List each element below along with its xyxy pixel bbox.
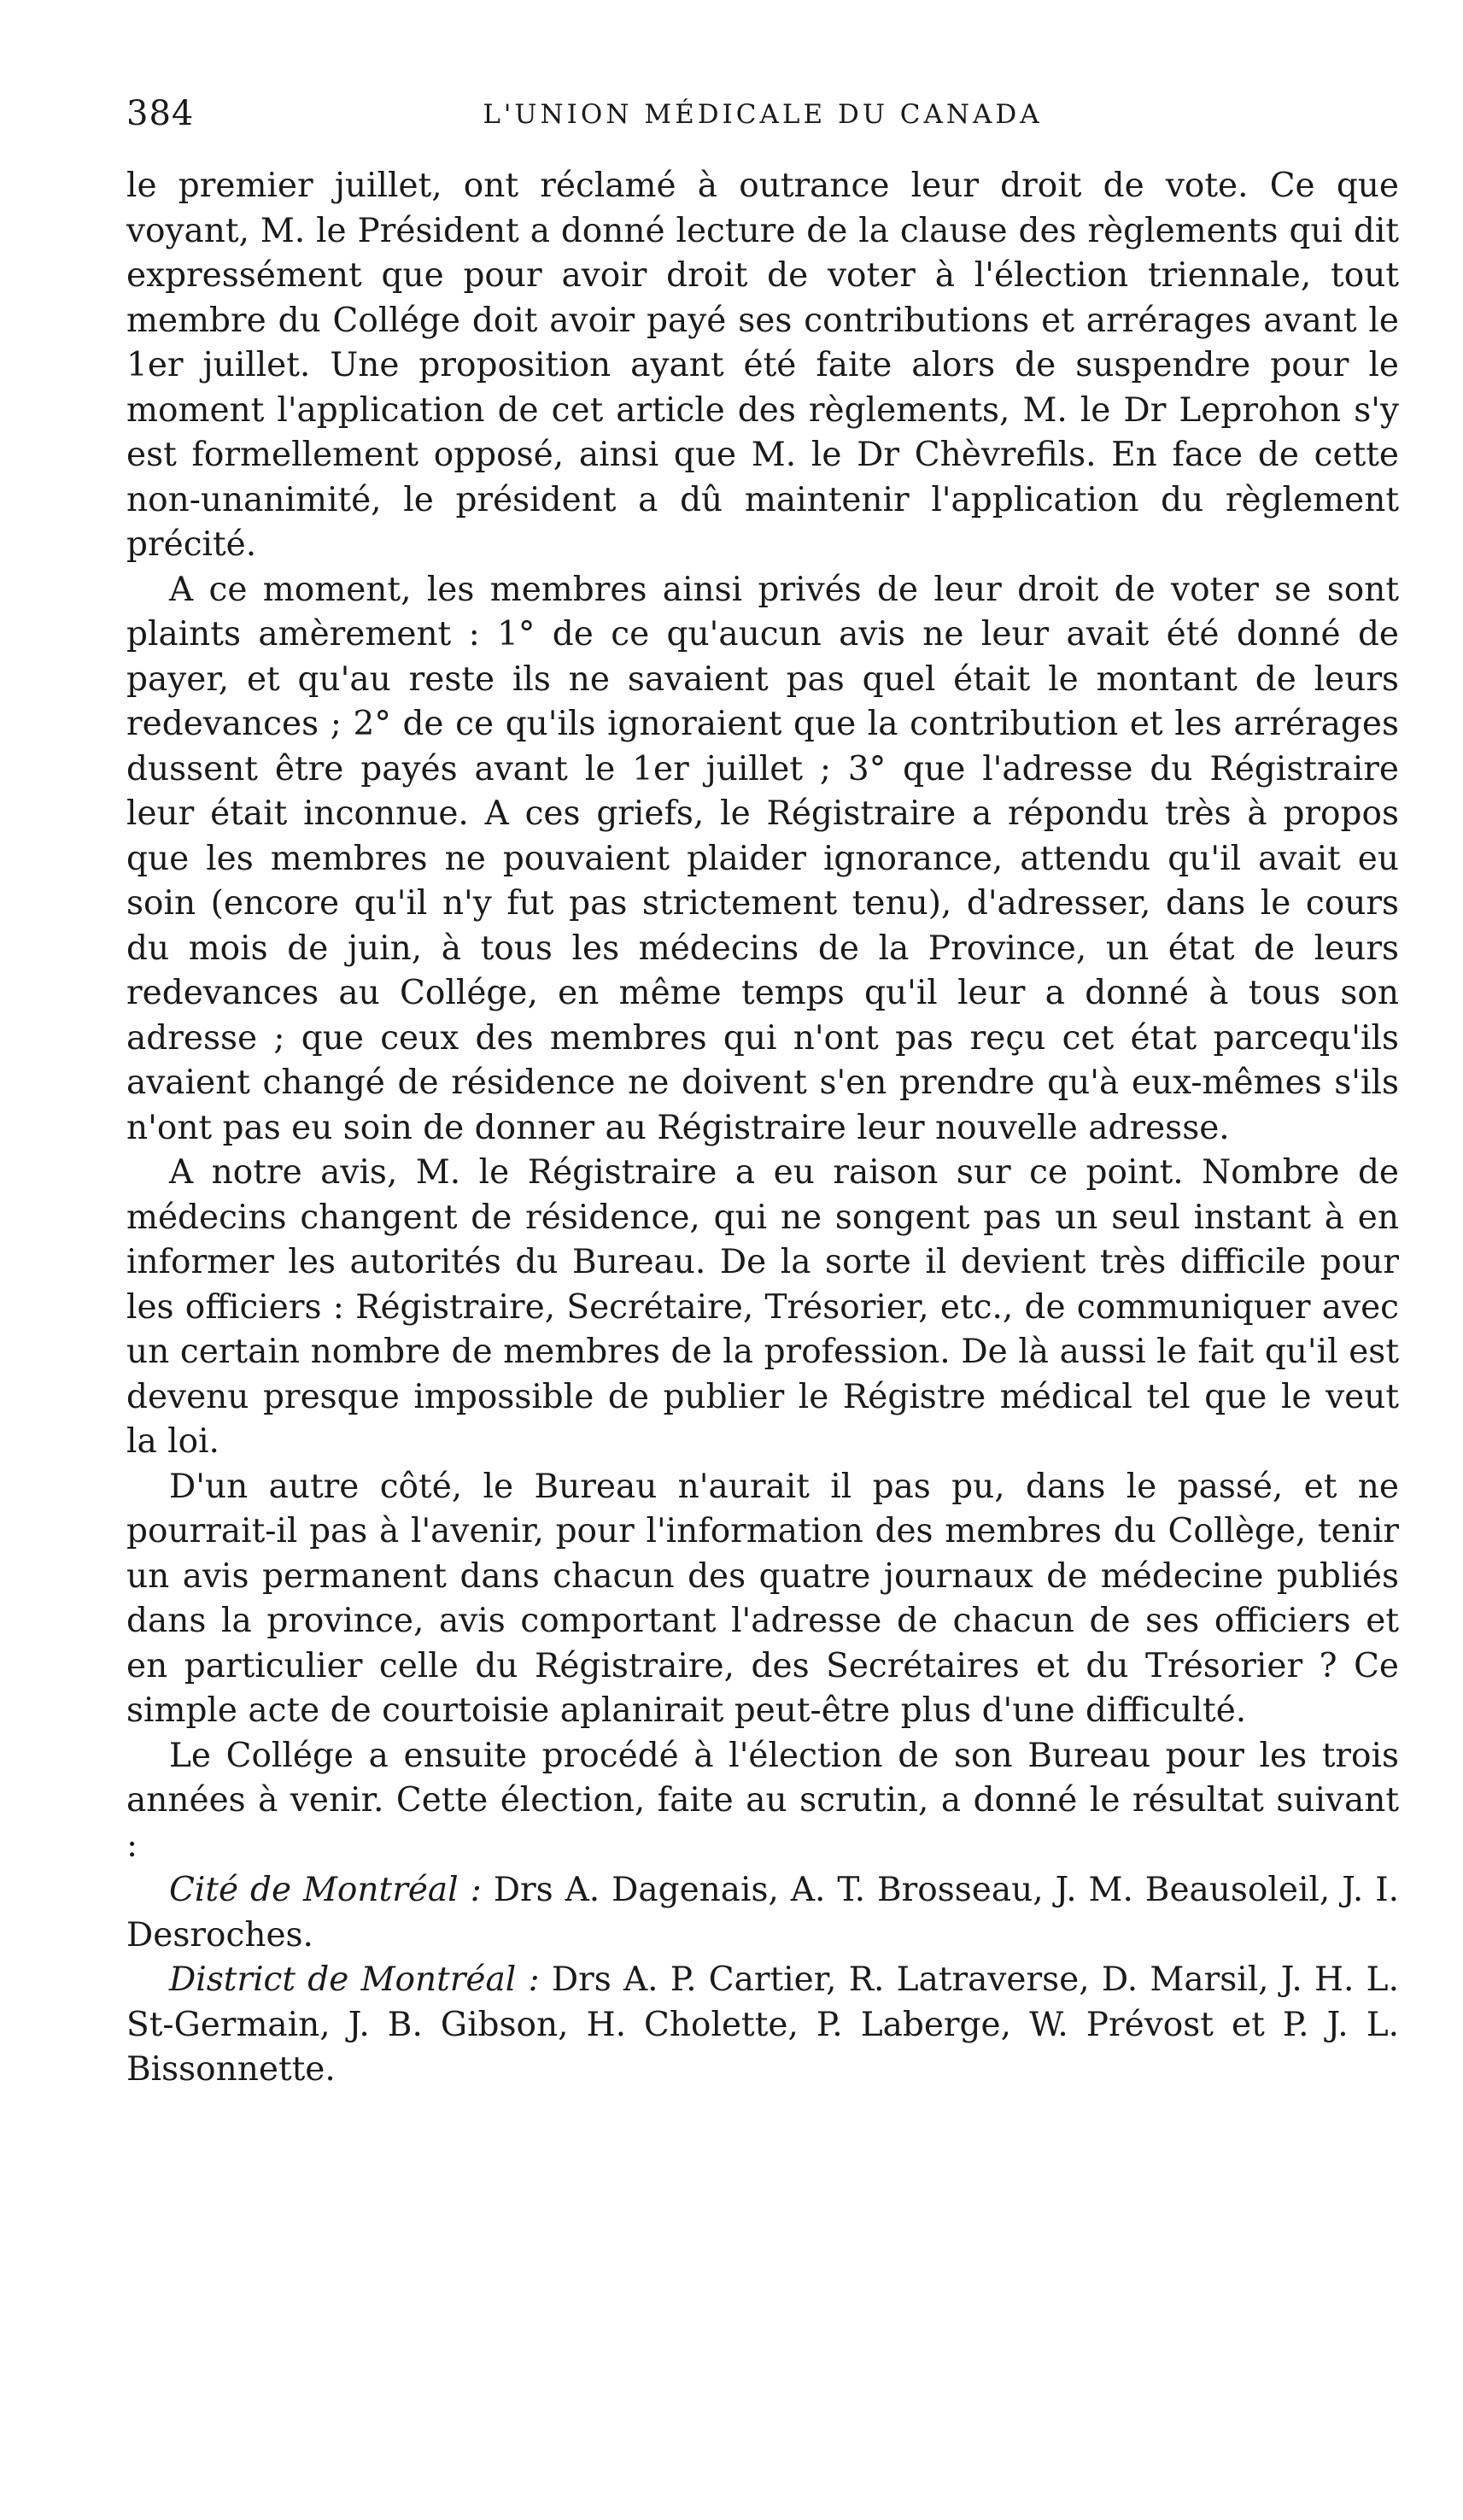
paragraph-1: le premier juillet, ont réclamé à outrance leur droit de vote. Ce que voyant, M. le Président a donné lecture de la clause des règlements qui dit expressément que pour avoir droit de voter à l'élection triennale, tout membre du Collége doit avoir payé ses contributions et arrérages avant le 1er juillet. Une proposition ayant été faite alors de suspendre pour le moment l'application de cet article des règlements, M. le Dr Leprohon s'y est formellement opposé, ainsi que M. le Dr Chèvrefils. En face de cette non-unanimité, le président a dû maintenir l'application du règlement précité.: [126, 167, 1399, 564]
election-label-district: District de Montréal :: [169, 1960, 540, 1999]
election-names-city: Drs A. Dagenais, A. T. Brosseau, J. M. Beausoleil, J. I. Desroches.: [126, 1871, 1400, 1954]
page-number: 384: [126, 94, 195, 133]
paragraph-2: A ce moment, les membres ainsi privés de leur droit de voter se sont plaints amèrement : 1° de ce qu'aucun avis ne leur avait été donné de payer, et qu'au reste ils ne savaient pas quel était le montant de leurs redevances ; 2° de ce qu'ils ignoraient que la contribution et les arrérages dussent être payés avant le 1er juillet ; 3° que l'adresse du Régistraire leur était inconnue. A ces griefs, le Régistraire a répondu très à propos que les membres ne pouvaient plaider ignorance, attendu qu'il avait eu soin (encore qu'il n'y fut pas strictement tenu), d'adresser, dans le cours du mois de juin, à tous les médecins de la Province, un état de leurs redevances au Collége, en même temps qu'il leur a donné à tous son adresse ; que ceux des membres qui n'ont pas reçu cet état parcequ'ils avaient changé de résidence ne doivent s'en prendre qu'à eux-mêmes s'ils n'ont pas eu soin de donner au Régistraire leur nouvelle adresse.: [126, 570, 1399, 1147]
paragraph-3: A notre avis, M. le Régistraire a eu raison sur ce point. Nombre de médecins changent de résidence, qui ne songent pas un seul instant à en informer les autorités du Bureau. De la sorte il devient très difficile pour les officiers : Régistraire, Secrétaire, Trésorier, etc., de communiquer avec un certain nombre de membres de la profession. De là aussi le fait qu'il est devenu presque impossible de publier le Régistre médical tel que le veut la loi.: [126, 1153, 1399, 1461]
election-result-city: [126, 1868, 1399, 1958]
journal-title: L'UNION MÉDICALE DU CANADA: [483, 99, 1043, 130]
body-text: [126, 164, 1399, 2093]
paragraph-4: D'un autre côté, le Bureau n'aurait il pas pu, dans le passé, et ne pourrait-il pas à l'avenir, pour l'information des membres du Collège, tenir un avis permanent dans chacun des quatre journaux de médecine publiés dans la province, avis comportant l'adresse de chacun de ses officiers et en particulier celle du Régistraire, des Secrétaires et du Trésorier ? Ce simple acte de courtoisie aplanirait peut-être plus d'une difficulté.: [126, 1467, 1399, 1730]
paragraph-5: Le Collége a ensuite procédé à l'élection de son Bureau pour les trois années à venir. Cette élection, faite au scrutin, a donné le résultat suivant :: [126, 1736, 1399, 1865]
running-head: [126, 94, 1399, 145]
election-label-city: Cité de Montréal :: [169, 1871, 482, 1909]
document-page: [126, 94, 1399, 2452]
election-names-district: Drs A. P. Cartier, R. Latraverse, D. Marsil, J. H. L. St-Germain, J. B. Gibson, H. Cholette, P. Laberge, W. Prévost et P. J. L. Bissonnette.: [126, 1960, 1399, 2089]
election-result-district: [126, 1958, 1399, 2093]
